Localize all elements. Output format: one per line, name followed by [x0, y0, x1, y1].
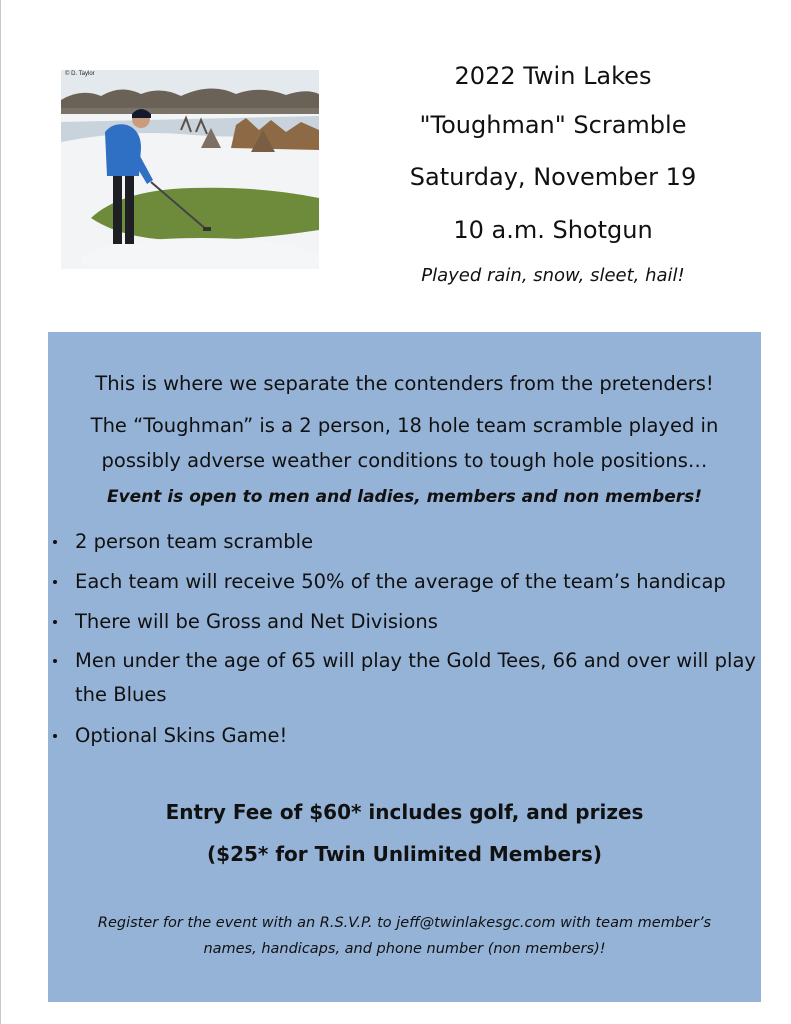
bullet-dot-icon: [53, 659, 57, 663]
golfer-in-snow-photo: [61, 70, 319, 269]
bullet-dot-icon: [53, 734, 57, 738]
open-notice: Event is open to men and ladies, members and non members!: [106, 487, 703, 507]
entry-fee-line: Entry Fee of $60* includes golf, and prizes: [165, 800, 644, 824]
registration-line-2: names, handicaps, and phone number (non members)!: [203, 941, 606, 957]
event-start-time: 10 a.m. Shotgun: [453, 216, 653, 244]
bullet-dot-icon: [53, 540, 57, 544]
page-edge-line: [0, 0, 1, 1024]
bullet-text: There will be Gross and Net Divisions: [75, 610, 438, 633]
bullet-text: Optional Skins Game!: [75, 724, 288, 747]
intro-line-2: The “Toughman” is a 2 person, 18 hole team scramble played in: [90, 414, 719, 437]
bullet-text: Men under the age of 65 will play the Gold Tees, 66 and over will play the Blues: [75, 649, 756, 706]
event-date: Saturday, November 19: [409, 163, 697, 191]
event-title-line2: "Toughman" Scramble: [419, 111, 687, 139]
member-fee-line: ($25* for Twin Unlimited Members): [207, 842, 602, 866]
event-details-panel: [48, 332, 761, 1002]
intro-line-3: possibly adverse weather conditions to tough hole positions…: [101, 449, 708, 472]
bullet-text: 2 person team scramble: [75, 530, 314, 553]
registration-line-1: Register for the event with an R.S.V.P. to jeff@twinlakesgc.com with team member’s: [97, 915, 712, 931]
event-title-line1: 2022 Twin Lakes: [454, 62, 652, 90]
event-tagline: Played rain, snow, sleet, hail!: [421, 265, 685, 286]
bullet-text: Each team will receive 50% of the average of the team’s handicap: [75, 570, 726, 593]
intro-line-1: This is where we separate the contenders from the pretenders!: [95, 372, 714, 395]
bullet-dot-icon: [53, 580, 57, 584]
photo-illustration: [61, 70, 319, 269]
bullet-dot-icon: [53, 620, 57, 624]
photo-credit: © D. Taylor: [65, 71, 95, 77]
